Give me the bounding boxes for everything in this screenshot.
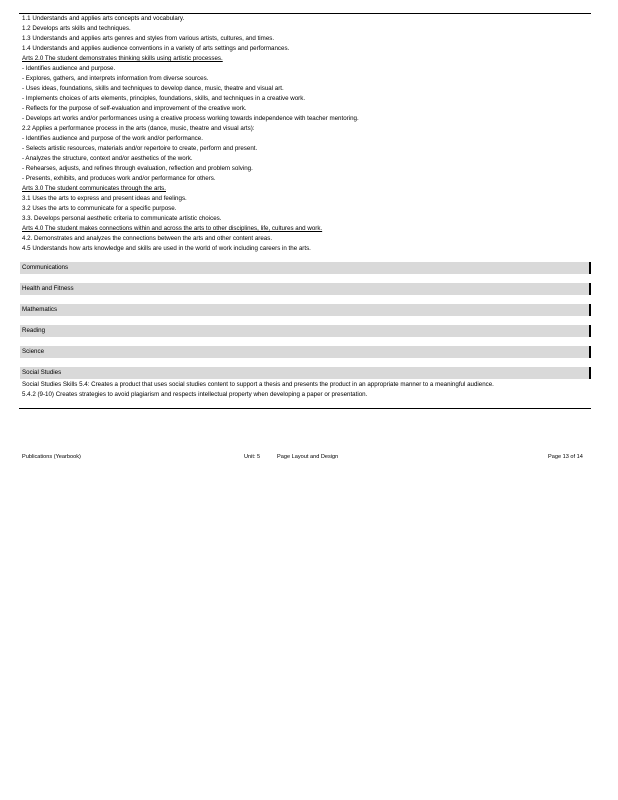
footer-unit: Unit: 5 bbox=[244, 454, 261, 460]
standard-line: - Implements choices of arts elements, principles, foundations, skills, and techniques in a creative work. bbox=[22, 95, 306, 102]
bottom-divider bbox=[19, 408, 591, 409]
standard-line: 3.1 Uses the arts to express and present ideas and feelings. bbox=[22, 195, 187, 202]
section-header-social-studies: Social Studies bbox=[20, 367, 591, 379]
social-studies-line: 5.4.2 (9-10) Creates strategies to avoid plagiarism and respects intellectual property when developing a paper or presentation. bbox=[22, 391, 368, 398]
standard-line: - Explores, gathers, and interprets information from diverse sources. bbox=[22, 75, 209, 82]
standard-line: - Presents, exhibits, and produces work and/or performance for others. bbox=[22, 175, 216, 182]
standard-line: - Uses ideas, foundations, skills and techniques to develop dance, music, theatre and visual art. bbox=[22, 85, 284, 92]
footer-unit-title: Page Layout and Design bbox=[277, 454, 339, 460]
standard-line: - Identifies audience and purpose of the work and/or performance. bbox=[22, 135, 203, 142]
section-header-reading: Reading bbox=[20, 325, 591, 337]
standard-line: - Selects artistic resources, materials and/or repertoire to create, perform and present. bbox=[22, 145, 258, 152]
standard-line: 1.3 Understands and applies arts genres and styles from various artists, cultures, and times. bbox=[22, 35, 275, 42]
standard-line: 2.2 Applies a performance process in the arts (dance, music, theatre and visual arts): bbox=[22, 125, 255, 132]
subject-sections bbox=[20, 262, 591, 400]
standard-line: 3.2 Uses the arts to communicate for a specific purpose. bbox=[22, 205, 177, 212]
standard-line: 4.2. Demonstrates and analyzes the connections between the arts and other content areas. bbox=[22, 235, 273, 242]
section-header-communications: Communications bbox=[20, 262, 591, 274]
standard-line: 1.1 Understands and applies arts concepts and vocabulary. bbox=[22, 15, 185, 22]
standard-line: - Develops art works and/or performances using a creative process working towards independence with teacher mentoring. bbox=[22, 115, 359, 122]
standard-line: - Rehearses, adjusts, and refines through evaluation, reflection and problem solving. bbox=[22, 165, 253, 172]
standard-line: 3.3. Develops personal aesthetic criteria to communicate artistic choices. bbox=[22, 215, 222, 222]
standard-heading: Arts 2.0 The student demonstrates thinking skills using artistic processes. bbox=[22, 55, 223, 62]
standard-line: - Reflects for the purpose of self-evaluation and improvement of the creative work. bbox=[22, 105, 247, 112]
footer-course: Publications (Yearbook) bbox=[22, 454, 81, 460]
section-header-health-fitness: Health and Fitness bbox=[20, 283, 591, 295]
section-header-mathematics: Mathematics bbox=[20, 304, 591, 316]
arts-standards-block bbox=[22, 14, 588, 254]
standard-heading: Arts 4.0 The student makes connections within and across the arts to other disciplines, life, cultures and work. bbox=[22, 225, 323, 232]
section-header-science: Science bbox=[20, 346, 591, 358]
standard-line: 1.2 Develops arts skills and techniques. bbox=[22, 25, 131, 32]
social-studies-line: Social Studies Skills 5.4: Creates a product that uses social studies content to support a thesis and presents the product in an appropriate manner to a meaningful audience. bbox=[22, 381, 494, 388]
standard-line: - Identifies audience and purpose. bbox=[22, 65, 116, 72]
standard-heading: Arts 3.0 The student communicates through the arts. bbox=[22, 185, 166, 192]
social-studies-content bbox=[20, 379, 591, 400]
standard-line: 1.4 Understands and applies audience conventions in a variety of arts settings and performances. bbox=[22, 45, 290, 52]
standard-line: - Analyzes the structure, context and/or aesthetics of the work. bbox=[22, 155, 193, 162]
standard-line: 4.5 Understands how arts knowledge and skills are used in the world of work including careers in the arts. bbox=[22, 245, 311, 252]
footer-page-number: Page 13 of 14 bbox=[548, 454, 583, 460]
